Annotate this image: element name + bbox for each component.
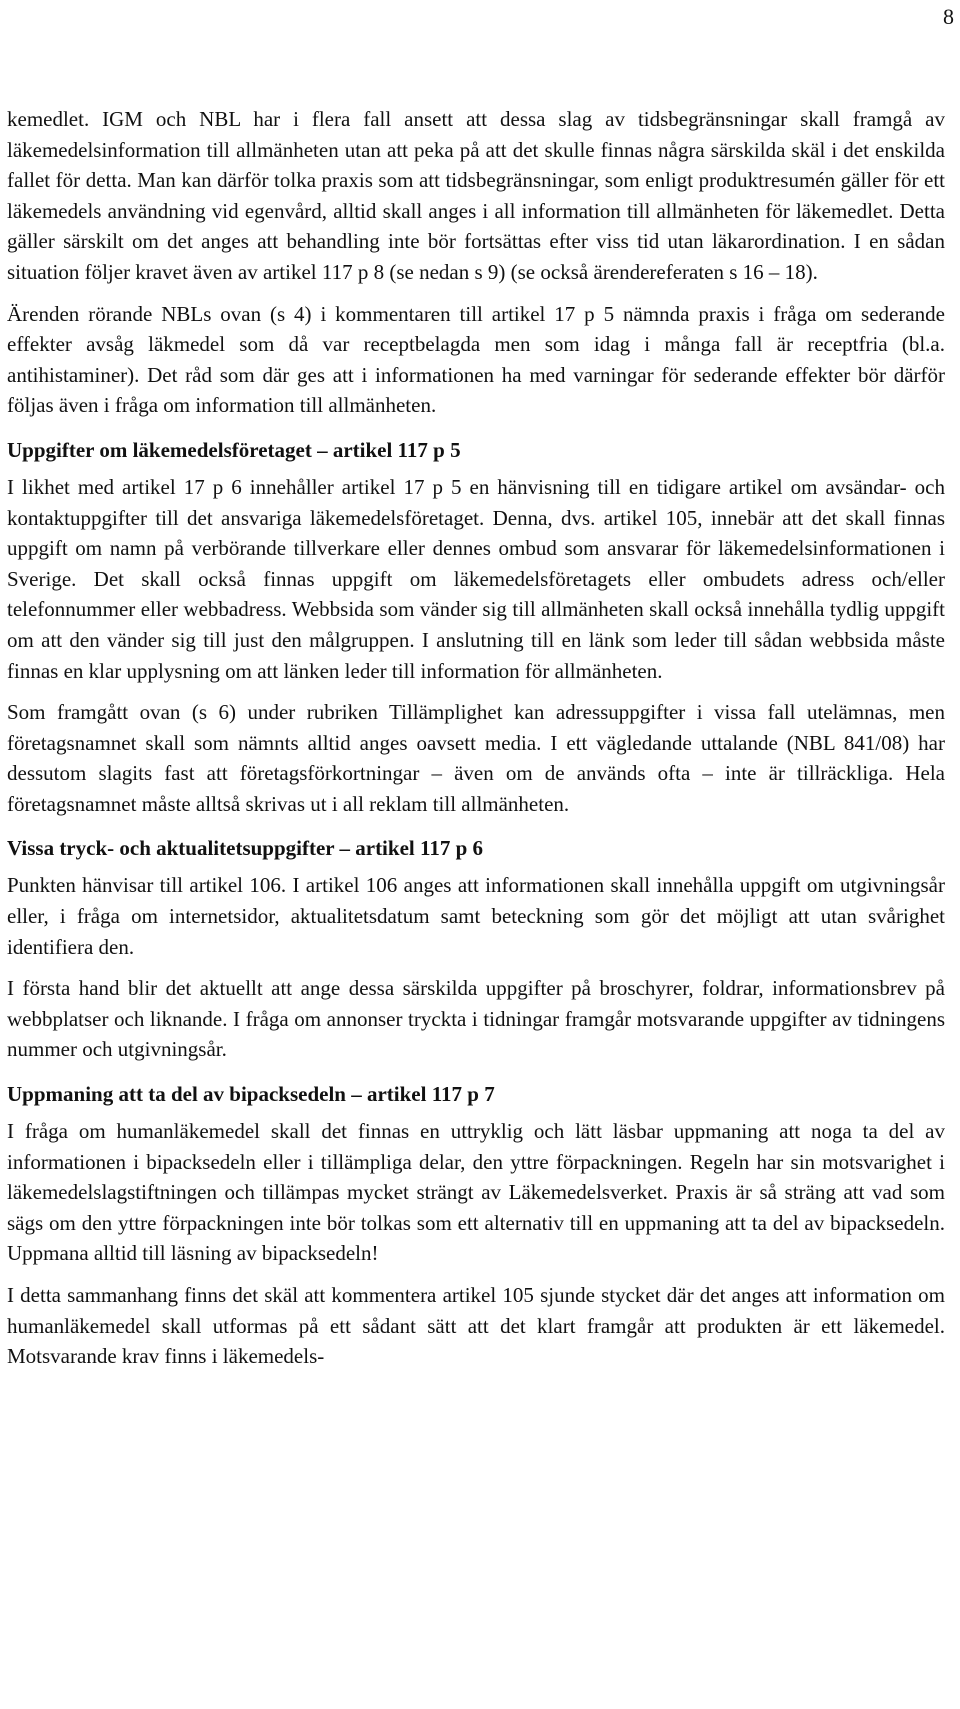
paragraph-avsandaruppgifter: I likhet med artikel 17 p 6 innehåller artikel 17 p 5 en hänvisning till en tidigare artikel om avsändar- och kontaktuppgifter till det ansvariga läkemedelsföretaget. Denna, dvs. artikel 105, innebär att det skall finnas uppgift om namn på verbörande tillverkare eller dennes ombud som ansvarar för läkemedelsinformationen i Sverige. Det skall också finnas uppgift om läkemedelsföretagets eller ombudets adress och/eller telefonnummer eller webbadress. Webbsida som vänder sig till allmänheten skall också innehålla tydlig uppgift om att den vänder sig till just den målgruppen. I anslutning till en länk som leder till sådan webbsida måste finnas en klar upplysning om att länken leder till information för allmänheten. [7,474,945,683]
paragraph-tidsbegransningar: kemedlet. IGM och NBL har i flera fall ansett att dessa slag av tidsbegränsningar skall framgå av läkemedelsinformation till allmänheten utan att peka på att det skulle finnas några särskilda skäl i det enskilda fallet för detta. Man kan därför tolka praxis som att tidsbegränsningar, som enligt produktresumén gäller för ett läkemedels användning vid egenvård, alltid skall anges i all information till allmänheten för läkemedlet. Detta gäller särskilt om det anges att behandling inte bör fortsättas efter viss tid utan läkarordination. I en sådan situation följer kravet även av artikel 117 p 8 (se nedan s 9) (se också ärendereferaten s 16 – 18). [7,107,945,284]
page-number: 8 [943,4,954,29]
paragraph-foretagsnamn: Som framgått ovan (s 6) under rubriken Tillämplighet kan adressuppgifter i vissa fall utelämnas, men företagsnamnet skall som nämnts alltid anges oavsett media. I ett vägledande uttalande (NBL 841/08) har dessutom slagits fast att företagsförkortningar – även om de används ofta – inte är tillräckliga. Hela företagsnamnet måste alltså skrivas ut i all reklam till allmänheten. [7,700,945,816]
paragraph-artikel-106: Punkten hänvisar till artikel 106. I artikel 106 anges att informationen skall innehålla uppgift om utgivningsår eller, i fråga om internetsidor, aktualitetsdatum samt beteckning som gör det möjligt att utan svårighet identifiera den. [7,873,945,959]
paragraph-broschyrer: I första hand blir det aktuellt att ange dessa särskilda uppgifter på broschyrer, foldrar, informationsbrev på webbplatser och liknande. I fråga om annonser tryckta i tidningar framgår motsvarande uppgifter av tidningens nummer och utgivningsår. [7,976,945,1062]
heading-uppmaning-bipacksedeln: Uppmaning att ta del av bipacksedeln – artikel 117 p 7 [7,1082,495,1107]
document-body [7,104,945,1372]
paragraph-artikel-105: I detta sammanhang finns det skäl att kommentera artikel 105 sjunde stycket där det anges att information om humanläkemedel skall utformas på ett sådant sätt att det klart framgår att produkten är ett läkemedel. Motsvarande krav finns i läkemedels- [7,1283,945,1369]
paragraph-humanlakemedel: I fråga om humanläkemedel skall det finnas en uttryklig och lätt läsbar uppmaning att noga ta del av informationen i bipacksedeln eller i tillämpliga delar, den yttre förpackningen. Regeln har sin motsvarighet i läkemedelslagstiftningen och tillämpas mycket strängt av Läkemedelsverket. Praxis är så sträng att vad som sägs om den yttre förpackningen inte bör tolkas som ett alternativ till en uppmaning att ta del av bipacksedeln. Uppmana alltid till läsning av bipacksedeln! [7,1119,945,1266]
heading-uppgifter-om-lakemedelsforetaget: Uppgifter om läkemedelsföretaget – artikel 117 p 5 [7,437,461,462]
heading-tryck-och-aktualitetsuppgifter: Vissa tryck- och aktualitetsuppgifter – artikel 117 p 6 [7,836,483,861]
paragraph-sederande-effekter: Ärenden rörande NBLs ovan (s 4) i kommentaren till artikel 17 p 5 nämnda praxis i fråga om sederande effekter avsåg läkmedel som då var receptbelagda men som idag i många fall är receptfria (bl.a. antihistaminer). Det råd som där ges att i informationen ha med varningar för sederande effekter bör därför följas även i fråga om information till allmänheten. [7,301,945,418]
